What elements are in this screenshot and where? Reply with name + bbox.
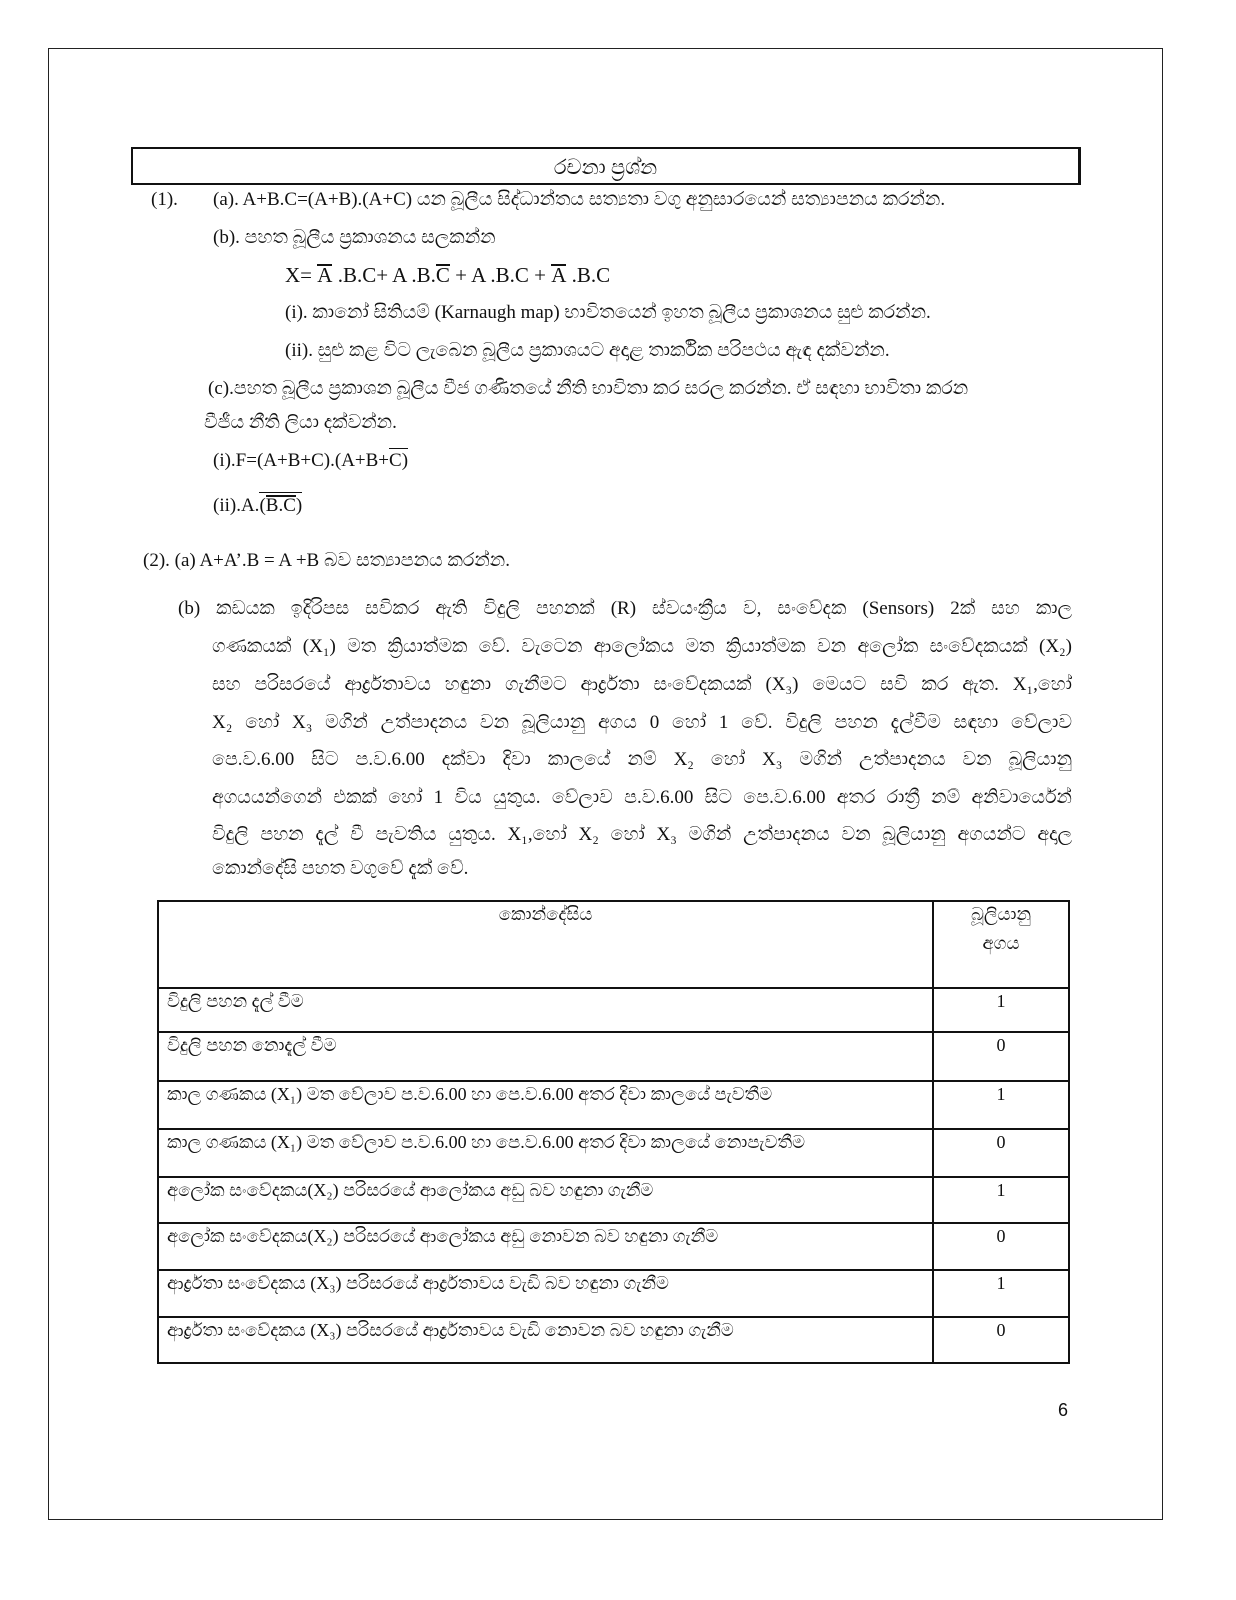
expr-prefix: (i).F=(A+B+C).(A+B+ [213,450,390,471]
expr-term-overline: A [317,263,333,287]
question-1b-ii: (ii). සුළු කළ විට ලැබෙන බූලීය ප්‍රකාශයට අදාළ තාර්කික පරිපථය ඇඳ දක්වන්න. [285,340,890,361]
value-cell: 1 [933,1177,1069,1223]
value-cell: 0 [933,1129,1069,1177]
expr-term-overline: A [551,263,567,287]
question-1b-i: (i). කානෝ සිතියම් (Karnaugh map) භාවිතයෙන් ඉහත බූලීය ප්‍රකාශනය සුළු කරන්න. [285,302,931,323]
page-number: 6 [1058,1400,1069,1420]
expr-term: + A .B.C + [449,263,552,287]
value-cell: 0 [933,1223,1069,1270]
question-1-number: (1). [151,189,178,210]
expr-term: .B.C+ A .B. [332,263,436,287]
value-cell: 1 [933,988,1069,1032]
condition-cell: විදුලි පහන දැල් වීම [158,988,933,1032]
question-2b-line: (b) කඩයක ඉදිරිපස සවිකර ඇති විදුලි පහනක් (R) ස්වයංක්‍රීය ව, සංවේදක (Sensors) 2ක් සහ කාල [178,598,1072,619]
table-row [158,1081,1069,1129]
table-header-row [158,901,1069,988]
table-row [158,1270,1069,1317]
question-2b-line: ගණකයක් (X₁) මත ක්‍රියාත්මක වේ. වැටෙන ආලෝකය මත ක්‍රියාත්මක වන අලෝක සංවේදකයක් (X₂) [212,636,1072,657]
question-2b-line: විදුලි පහන දැල් වී පැවතිය යුතුය. X₁,හෝ X₂ හෝ X₃ මගින් උත්පාදනය වන බූලියානු අගයන්ට අදාල [212,824,1072,845]
question-2b-line: X₂ හෝ X₃ මගින් උත්පාදනය වන බූලියානු අගය 0 හෝ 1 වේ. විදුලි පහන දැල්වීම සඳහා වේලාව [212,712,1072,733]
question-2a: (2). (a) A+A’.B = A +B බව සත්‍යාපනය කරන්න. [143,550,510,571]
question-2b-line: කොන්දේසි පහත වගුවේ දැක් වේ. [212,858,469,879]
table-row [158,1317,1069,1363]
question-2b-line: පෙ.ව.6.00 සිට ප.ව.6.00 දක්වා දිවා කාලයේ නම් X₂ හෝ X₃ මගින් උත්පාදනය වන බූලියානු [212,749,1072,770]
condition-cell: අලෝක සංවේදකය(X₂) පරිසරයේ ආලෝකය අඩු නොවන බව හඳුනා ගැනීම [158,1223,933,1270]
question-1c-line2: වීජීය නීති ලියා දක්වන්න. [204,412,397,433]
section-title: රචනා ප්‍රශ්න [131,147,1081,185]
question-1b: (b). පහත බූලීය ප්‍රකාශනය සලකන්න [213,227,496,248]
expr-prefix: (ii).A. [213,495,260,516]
condition-cell: ආර්ද්‍රතා සංවේදකය (X₃) පරිසරයේ ආර්ද්‍රතාවය වැඩි නොවන බව හඳුනා ගැනීම [158,1317,933,1363]
condition-cell: ආර්ද්‍රතා සංවේදකය (X₃) පරිසරයේ ආර්ද්‍රතාවය වැඩි බව හඳුනා ගැනීම [158,1270,933,1317]
question-2b-line: සහ පරිසරයේ ආර්ද්‍රතාවය හඳුනා ගැනීමට ආර්ද්‍රතා සංවේදකයක් (X₃) මෙයට සවි කර ඇත. X₁,හෝ [212,674,1072,695]
expr-outer-overline [259,492,302,516]
value-cell: 0 [933,1317,1069,1363]
question-1c-i [213,448,408,473]
table-row [158,1223,1069,1270]
table-row [158,1129,1069,1177]
expr-term: .B.C [566,263,611,287]
expr-term-overline: C [435,263,450,287]
header-line: අගය [982,933,1020,953]
header-boolean-value [933,901,1069,988]
question-1a: (a). A+B.C=(A+B).(A+C) යන බූලීය සිද්ධාන්තය සත්‍යතා වගු අනුසාරයෙන් සත්‍යාපනය කරන්න. [213,189,946,210]
question-1c-ii [213,492,302,518]
conditions-table [157,900,1070,1364]
table-row [158,1032,1069,1081]
value-cell: 0 [933,1032,1069,1081]
value-cell: 1 [933,1081,1069,1129]
header-condition: කොන්දේසිය [158,901,933,988]
condition-cell: කාල ගණකය (X₁) මත වේලාව ප.ව.6.00 හා පෙ.ව.6.00 අතර දිවා කාලයේ පැවතීම [158,1081,933,1129]
table-row [158,1177,1069,1223]
paren: ) [295,495,303,516]
condition-cell: අලෝක සංවේදකය(X₂) පරිසරයේ ආලෝකය අඩු බව හඳුනා ගැනීම [158,1177,933,1223]
boolean-expression-x [285,263,610,287]
condition-cell: කාල ගණකය (X₁) මත වේලාව ප.ව.6.00 හා පෙ.ව.6.00 අතර දිවා කාලයේ නොපැවතීම [158,1129,933,1177]
header-line: බූලියානු [970,904,1032,924]
condition-cell: විදුලි පහන නොදැල් වීම [158,1032,933,1081]
expr-inner-overline: B.C [265,495,296,516]
question-1c-line1: (c).පහත බූලීය ප්‍රකාශන බූලීය වීජ ගණිතයේ නීති භාවිතා කර සරල කරන්න. ඒ සඳහා භාවිතා කරන [208,378,969,399]
paren: ( [259,495,266,516]
question-2b-line: අගයයන්ගෙන් එකක් හෝ 1 විය යුතුය. වේලාව ප.ව.6.00 සිට පෙ.ව.6.00 අතර රාත්‍රී නම් අනිවාර්යෙන් [212,787,1072,808]
value-cell: 1 [933,1270,1069,1317]
expr-prefix: X= [285,263,318,287]
expr-term-overline: C) [389,450,409,471]
table-row [158,988,1069,1032]
